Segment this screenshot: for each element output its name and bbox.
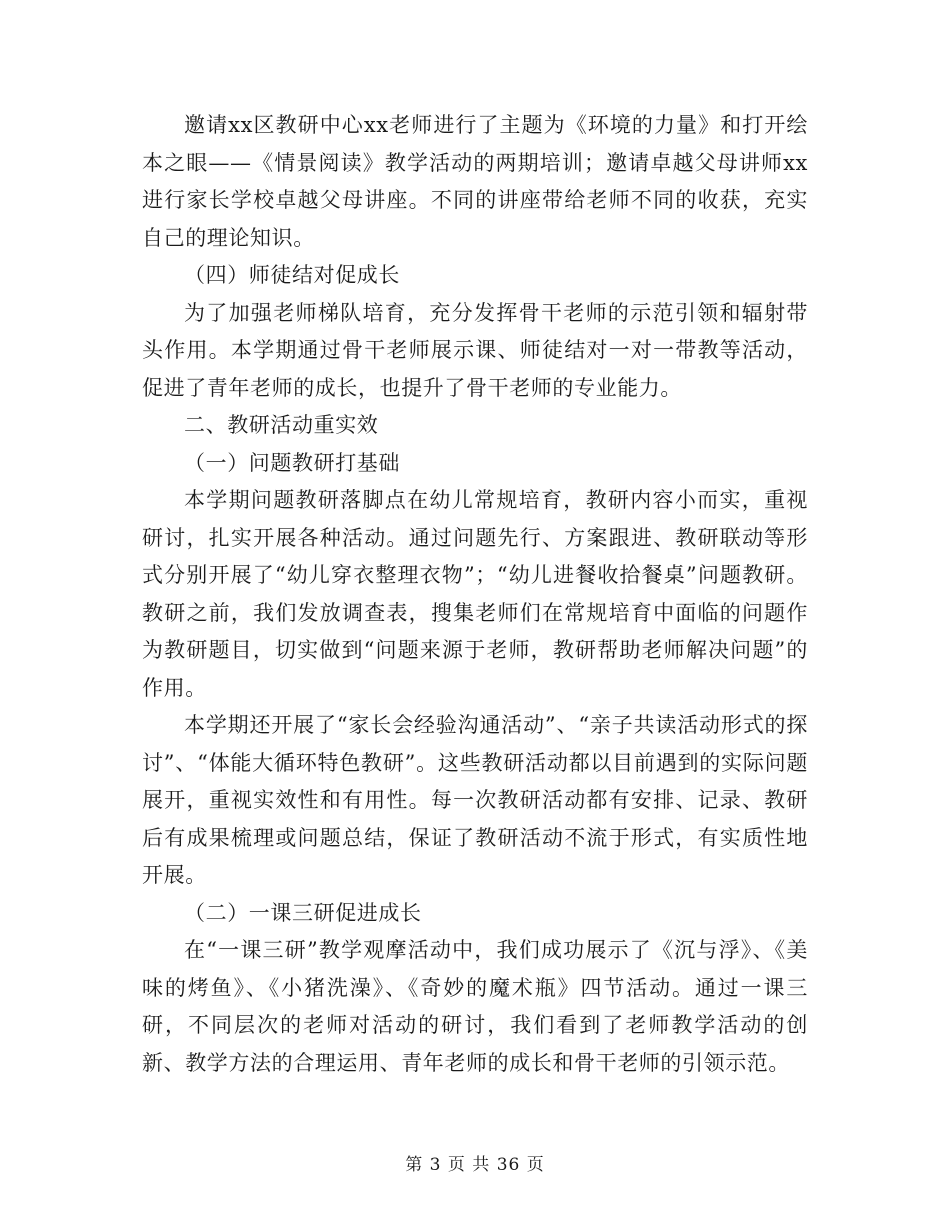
section-heading-one-lesson-three-studies: （二）一课三研促进成长 [184, 900, 422, 925]
paragraph-problem-research: 本学期问题教研落脚点在幼儿常规培育，教研内容小而实，重视研讨，扎实开展各种活动。通过问题先行、方案跟进、教研联动等形式分别开展了“幼儿穿衣整理衣物”；“幼儿进餐收拾餐桌”问题教研。教研之前，我们发放调查表，搜集老师们在常规培育中面临的问题作为教研题目，切实做到“问题来源于老师，教研帮助老师解决问题”的作用。 [142, 488, 808, 700]
section-heading-mentorship: （四）师徒结对促成长 [184, 263, 400, 287]
page-footer: 第 3 页 共 36 页 [405, 1155, 545, 1175]
page-body [142, 107, 808, 1082]
paragraph-lecture-training: 邀请xx区教研中心xx老师进行了主题为《环境的力量》和打开绘本之眼——《情景阅读》教学活动的两期培训；邀请卓越父母讲师xx进行家长学校卓越父母讲座。不同的讲座带给老师不同的收获，充实自己的理论知识。 [142, 113, 808, 250]
paragraph-other-research: 本学期还开展了“家长会经验沟通活动”、“亲子共读活动形式的探讨”、“体能大循环特色教研”。这些教研活动都以目前遇到的实际问题展开，重视实效性和有用性。每一次教研活动都有安排、记录、教研后有成果梳理或问题总结，保证了教研活动不流于形式，有实质性地开展。 [142, 713, 808, 887]
paragraph-mentorship: 为了加强老师梯队培育，充分发挥骨干老师的示范引领和辐射带头作用。本学期通过骨干老师展示课、师徒结对一对一带教等活动，促进了青年老师的成长，也提升了骨干老师的专业能力。 [142, 300, 808, 400]
section-heading-problem-research: （一）问题教研打基础 [184, 450, 400, 475]
paragraph-one-lesson-three-studies: 在“一课三研”教学观摩活动中，我们成功展示了《沉与浮》、《美味的烤鱼》、《小猪洗澡》、《奇妙的魔术瓶》四节活动。通过一课三研，不同层次的老师对活动的研讨，我们看到了老师教学活动的创新、教学方法的合理运用、青年老师的成长和骨干老师的引领示范。 [142, 938, 808, 1075]
chapter-heading-research-activities: 二、教研活动重实效 [184, 413, 379, 437]
